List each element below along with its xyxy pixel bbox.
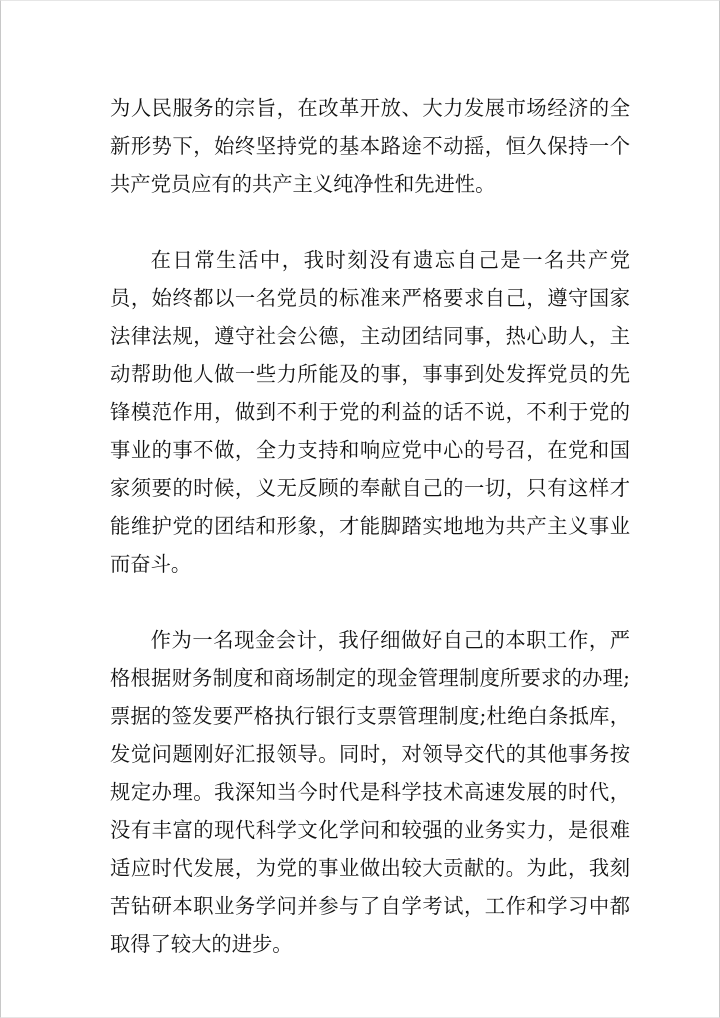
document-body <box>110 89 630 1001</box>
paragraph-2: 在日常生活中，我时刻没有遗忘自己是一名共产党员，始终都以一名党员的标准来严格要求自己，遵守国家法律法规，遵守社会公德，主动团结同事，热心助人，主动帮助他人做一些力所能及的事，事事到处发挥党员的先锋模范作用，做到不利于党的利益的话不说，不利于党的事业的事不做，全力支持和响应党中心的号召，在党和国家须要的时候，义无反顾的奉献自己的一切，只有这样才能维护党的团结和形象，才能脚踏实地地为共产主义事业而奋斗。 <box>110 248 630 576</box>
paragraph-3: 作为一名现金会计，我仔细做好自己的本职工作，严格根据财务制度和商场制定的现金管理制度所要求的办理;票据的签发要严格执行银行支票管理制度;杜绝白条抵库，发觉问题刚好汇报领导。同时，对领导交代的其他事务按规定办理。我深知当今时代是科学技术高速发展的时代，没有丰富的现代科学文化学问和较强的业务实力，是很难适应时代发展，为党的事业做出较大贡献的。为此，我刻苦钻研本职业务学问并参与了自学考试，工作和学习中都取得了较大的进步。 <box>110 628 630 956</box>
paragraph-1: 为人民服务的宗旨，在改革开放、大力发展市场经济的全新形势下，始终坚持党的基本路途不动摇，恒久保持一个共产党员应有的共产主义纯净性和先进性。 <box>110 96 630 196</box>
